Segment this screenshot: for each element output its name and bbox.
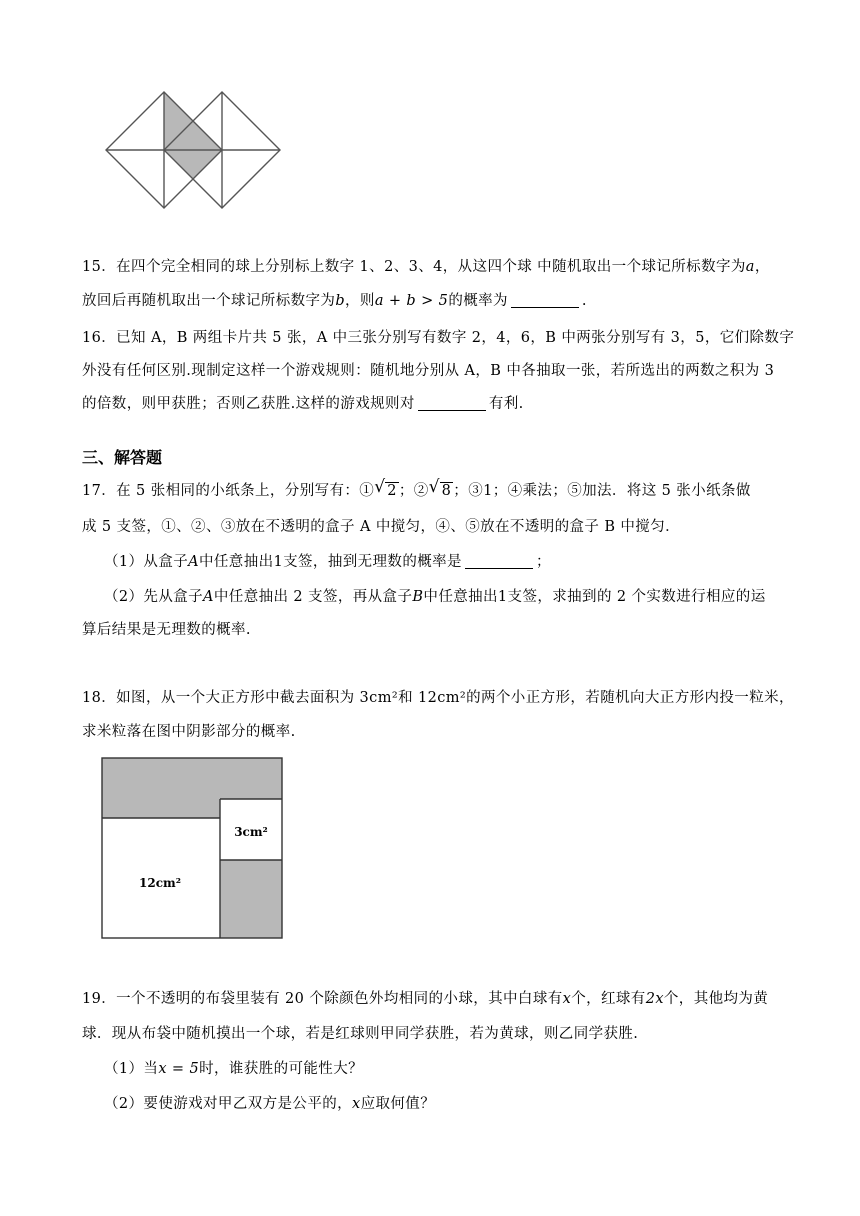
q18-line1: 18．如图，从一个大正方形中截去面积为 3cm²和 12cm²的两个小正方形，若随机向大正方形内投一粒米， [82,690,794,706]
q19-part1: （1）当x = 5时，谁获胜的可能性大？ [104,1061,364,1077]
q15-answer-blank [511,292,579,308]
q15-line2: 放回后再随机取出一个球记所标数字为b，则a + b > 5的概率为 . [82,293,587,309]
q17-line2: 成 5 支签，①、②、③放在不透明的盒子 A 中搅匀，④、⑤放在不透明的盒子 B 中搅匀． [82,519,681,535]
square-cut-figure [100,756,284,940]
sqrt-2: √ 2 [374,477,397,499]
q16-answer-blank [418,395,486,411]
q16-line3: 的倍数，则甲获胜；否则乙获胜.这样的游戏规则对 有利. [82,396,524,412]
q19-line1: 19．一个不透明的布袋里装有 20 个除颜色外均相同的小球，其中白球有x个，红球有2x个，其他均为黄 [82,991,769,1007]
diamond-squares-figure [100,88,290,214]
q17-part2: （2）先从盒子A中任意抽出 2 支签，再从盒子B中任意抽出1支签，求抽到的 2 个实数进行相应的运 [104,589,766,605]
q16-line2: 外没有任何区别.现制定这样一个游戏规则：随机地分别从 A，B 中各抽取一张，若所选出的两数之积为 3 [82,363,775,379]
sqrt-8: √ 8 [428,477,452,499]
q19-line2: 球．现从布袋中随机摸出一个球，若是红球则甲同学获胜，若为黄球，则乙同学获胜. [82,1026,639,1042]
q16-line1: 16．已知 A，B 两组卡片共 5 张，A 中三张分别写有数字 2，4，6，B 中两张分别写有 3，5，它们除数字 [82,330,795,346]
q18-line2: 求米粒落在图中阴影部分的概率. [82,724,296,740]
q17-part2-cont: 算后结果是无理数的概率. [82,622,251,638]
label-3cm2: 3cm² [234,825,268,839]
q15-line1: 15．在四个完全相同的球上分别标上数字 1、2、3、4，从这四个球 中随机取出一个球记所标数字为a， [82,259,770,275]
section-heading: 三、解答题 [82,448,163,467]
label-12cm2: 12cm² [139,876,181,890]
q15-expression: a + b > 5 [374,293,449,309]
q17-answer-blank [465,553,533,569]
q17-part1: （1）从盒子A中任意抽出1支签，抽到无理数的概率是 ； [104,554,551,570]
q17-line1: 17．在 5 张相同的小纸条上，分别写有：① √ 2 ；② √ 8 ；③1；④乘法；⑤加法．将这 5 张小纸条做 [82,480,812,502]
q19-part2: （2）要使游戏对甲乙双方是公平的，x应取何值？ [104,1096,436,1112]
